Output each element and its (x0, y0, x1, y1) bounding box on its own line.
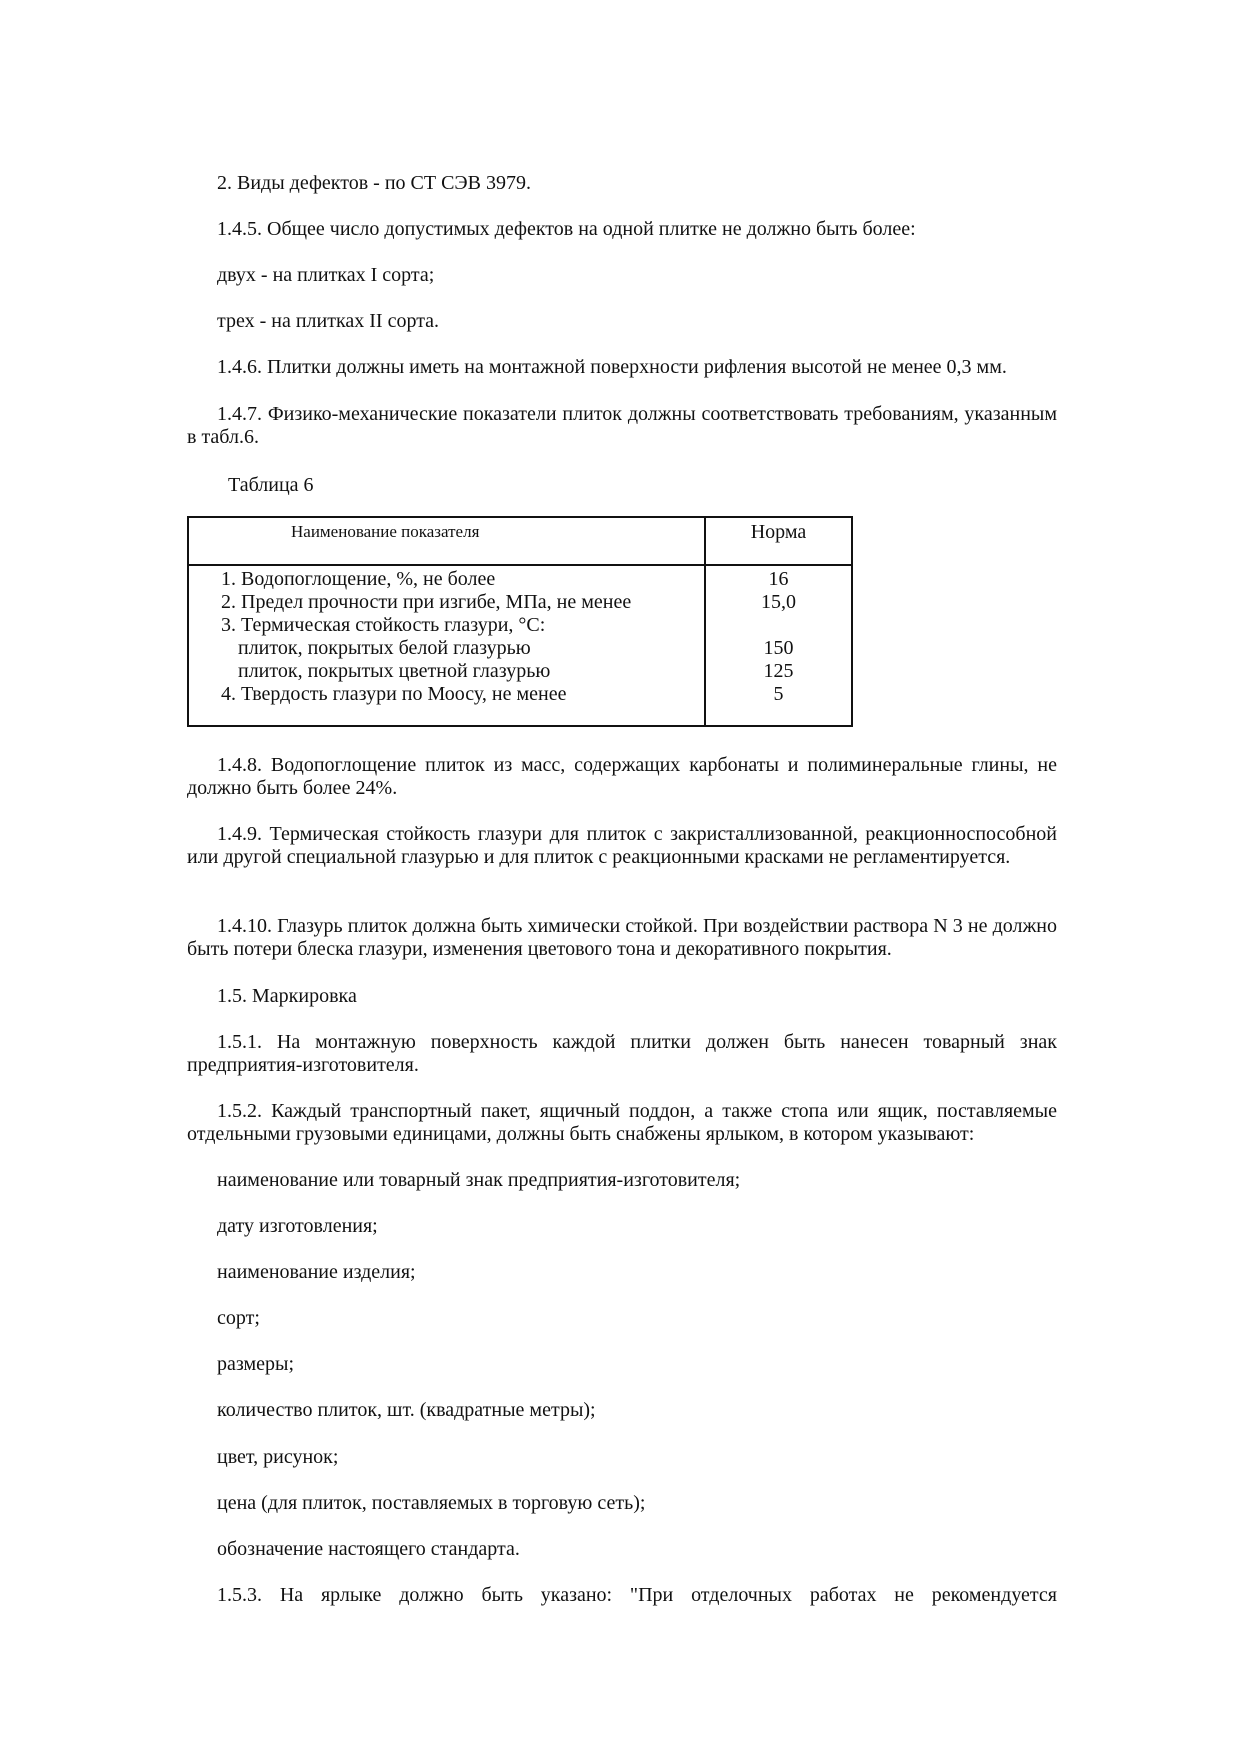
paragraph-1-4-6: 1.4.6. Плитки должны иметь на монтажной поверхности рифления высотой не менее 0,3 мм. (217, 356, 1007, 378)
table-row-value: 125 (763, 660, 794, 682)
section-heading-marking: 1.5. Маркировка (217, 985, 357, 1007)
table-caption: Таблица 6 (228, 474, 314, 496)
list-item: цвет, рисунок; (217, 1446, 339, 1468)
paragraph-1-4-9: 1.4.9. Термическая стойкость глазури для плиток с закристаллизованной, реакционноспособной или другой специальной глазурью и для плиток с реакционными красками не регламентируется. (187, 823, 1057, 868)
paragraph-1-5-2: 1.5.2. Каждый транспортный пакет, ящичный поддон, а также стопа или ящик, поставляемые отдельными грузовыми единицами, должны быть снабжены ярлыком, в котором указывают: (187, 1100, 1057, 1145)
list-item: размеры; (217, 1353, 295, 1375)
paragraph-1-5-1: 1.5.1. На монтажную поверхность каждой плитки должен быть нанесен товарный знак предприятия-изготовителя. (187, 1031, 1057, 1076)
table-row-name: 3. Термическая стойкость глазури, °С: (221, 614, 546, 636)
table-row-value: 5 (773, 683, 784, 705)
paragraph-1-4-8: 1.4.8. Водопоглощение плиток из масс, содержащих карбонаты и полиминеральные глины, не должно быть более 24%. (187, 754, 1057, 799)
list-item: дату изготовления; (217, 1215, 378, 1237)
table-row-name: 2. Предел прочности при изгибе, МПа, не менее (221, 591, 632, 613)
table-header-norm: Норма (750, 521, 807, 543)
paragraph-grade-1: двух - на плитках I сорта; (217, 264, 435, 286)
paragraph-defect-types: 2. Виды дефектов - по СТ СЭВ 3979. (217, 172, 531, 194)
list-item: количество плиток, шт. (квадратные метры); (217, 1399, 596, 1421)
list-item: наименование изделия; (217, 1261, 416, 1283)
table-row-name: 1. Водопоглощение, %, не более (221, 568, 496, 590)
table-row-name: 4. Твердость глазури по Моосу, не менее (221, 683, 567, 705)
table-row-value: 16 (768, 568, 789, 590)
table-header-name: Наименование показателя (291, 522, 480, 541)
list-item: сорт; (217, 1307, 260, 1329)
list-item: цена (для плиток, поставляемых в торговую сеть); (217, 1492, 646, 1514)
table-names-column (221, 566, 701, 706)
table-row-name: плиток, покрытых цветной глазурью (238, 660, 551, 682)
list-item: обозначение настоящего стандарта. (217, 1538, 520, 1560)
paragraph-1-4-5: 1.4.5. Общее число допустимых дефектов на одной плитке не должно быть более: (217, 218, 916, 240)
properties-table (187, 516, 853, 727)
paragraph-1-4-10: 1.4.10. Глазурь плиток должна быть химически стойкой. При воздействии раствора N 3 не должно быть потери блеска глазури, изменения цветового тона и декоративного покрытия. (187, 915, 1057, 960)
list-item: наименование или товарный знак предприятия-изготовителя; (217, 1169, 741, 1191)
paragraph-grade-2: трех - на плитках II сорта. (217, 310, 440, 332)
table-row-value: 15,0 (761, 591, 796, 613)
table-row-name: плиток, покрытых белой глазурью (238, 637, 531, 659)
table-row-value (706, 614, 851, 637)
table-row-value: 150 (763, 637, 794, 659)
paragraph-1-4-7: 1.4.7. Физико-механические показатели плиток должны соответствовать требованиям, указанным в табл.6. (187, 403, 1057, 448)
paragraph-1-5-3: 1.5.3. На ярлыке должно быть указано: "При отделочных работах не рекомендуется (217, 1584, 1057, 1606)
table-values-column (706, 566, 851, 706)
